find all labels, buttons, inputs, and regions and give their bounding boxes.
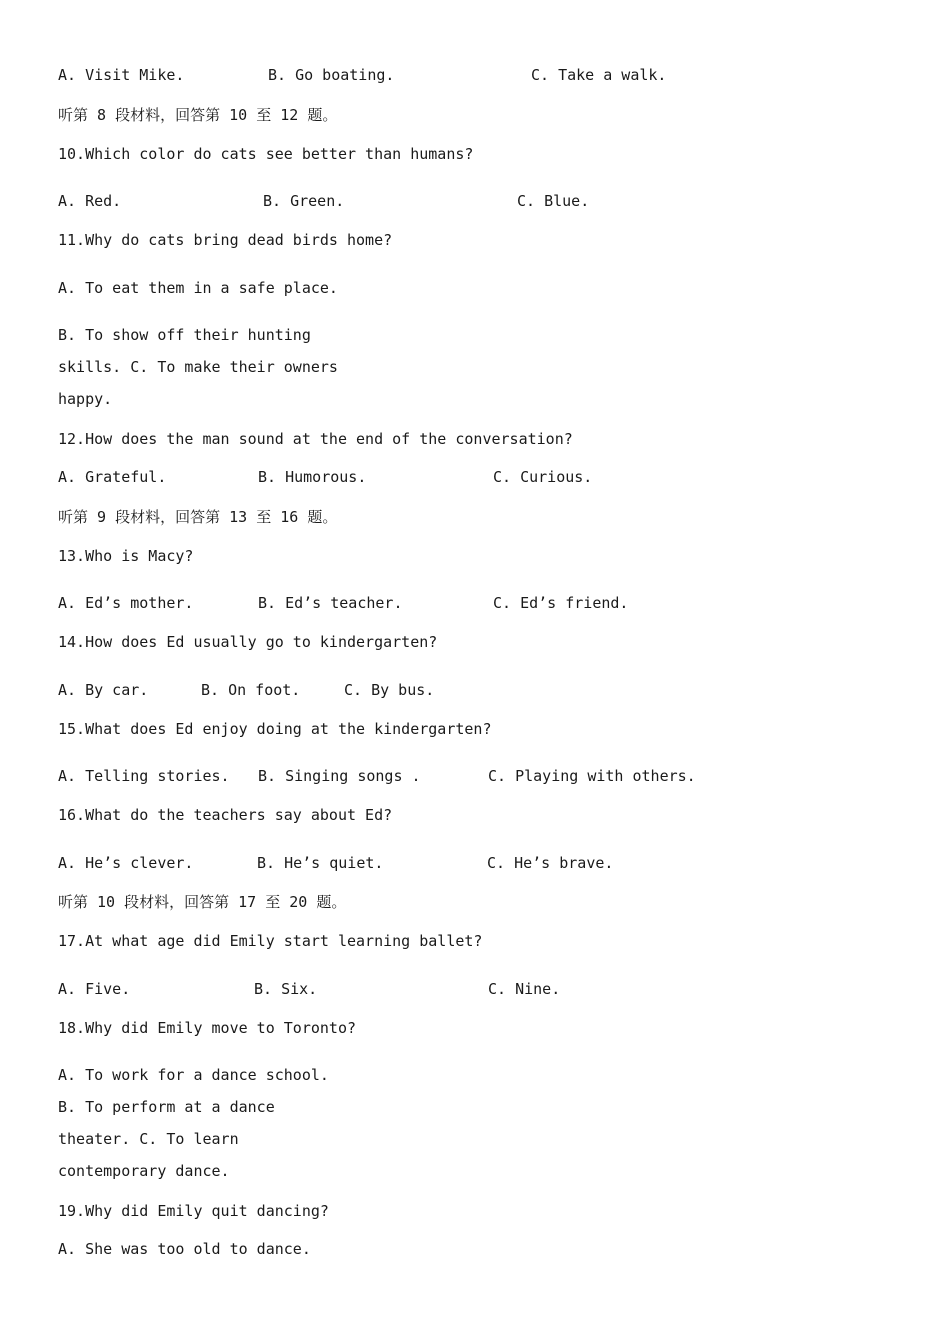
- q16-option-c: C. He’s brave.: [487, 854, 614, 872]
- question-12: 12.How does the man sound at the end of the conversation?: [58, 430, 573, 448]
- q9-option-b: B. Go boating.: [268, 66, 395, 84]
- q17-option-b: B. Six.: [254, 980, 318, 998]
- question-14: 14.How does Ed usually go to kindergarten?: [58, 633, 438, 651]
- section-10-heading: 听第 10 段材料，回答第 17 至 20 题。: [58, 893, 347, 911]
- question-10: 10.Which color do cats see better than humans?: [58, 145, 474, 163]
- q15-option-c: C. Playing with others.: [488, 767, 696, 785]
- q15-option-a: A. Telling stories.: [58, 767, 230, 785]
- q11-option-bc-line2: skills. C. To make their owners: [58, 358, 338, 376]
- q12-option-c: C. Curious.: [493, 468, 593, 486]
- q14-option-b: B. On foot.: [201, 681, 301, 699]
- q18-option-c-line3: contemporary dance.: [58, 1162, 230, 1180]
- q15-option-b: B. Singing songs .: [258, 767, 421, 785]
- q17-option-a: A. Five.: [58, 980, 131, 998]
- q18-option-b-line1: B. To perform at a dance: [58, 1098, 275, 1116]
- section-8-heading: 听第 8 段材料，回答第 10 至 12 题。: [58, 106, 338, 124]
- q18-option-bc-line2: theater. C. To learn: [58, 1130, 239, 1148]
- q12-option-a: A. Grateful.: [58, 468, 167, 486]
- q13-option-b: B. Ed’s teacher.: [258, 594, 403, 612]
- q17-option-c: C. Nine.: [488, 980, 561, 998]
- q10-option-c: C. Blue.: [517, 192, 590, 210]
- question-17: 17.At what age did Emily start learning ballet?: [58, 932, 483, 950]
- q13-option-a: A. Ed’s mother.: [58, 594, 194, 612]
- question-15: 15.What does Ed enjoy doing at the kindergarten?: [58, 720, 492, 738]
- q10-option-a: A. Red.: [58, 192, 122, 210]
- q11-option-b-line1: B. To show off their hunting: [58, 326, 311, 344]
- question-11: 11.Why do cats bring dead birds home?: [58, 231, 393, 249]
- q10-option-b: B. Green.: [263, 192, 345, 210]
- q9-option-a: A. Visit Mike.: [58, 66, 185, 84]
- q13-option-c: C. Ed’s friend.: [493, 594, 629, 612]
- q14-option-c: C. By bus.: [344, 681, 435, 699]
- q16-option-b: B. He’s quiet.: [257, 854, 384, 872]
- q18-option-a: A. To work for a dance school.: [58, 1066, 329, 1084]
- q11-option-a: A. To eat them in a safe place.: [58, 279, 338, 297]
- question-19: 19.Why did Emily quit dancing?: [58, 1202, 329, 1220]
- q19-option-a: A. She was too old to dance.: [58, 1240, 311, 1258]
- question-13: 13.Who is Macy?: [58, 547, 194, 565]
- question-16: 16.What do the teachers say about Ed?: [58, 806, 393, 824]
- q11-option-c-line3: happy.: [58, 390, 113, 408]
- q14-option-a: A. By car.: [58, 681, 149, 699]
- section-9-heading: 听第 9 段材料，回答第 13 至 16 题。: [58, 508, 338, 526]
- q9-option-c: C. Take a walk.: [531, 66, 667, 84]
- q12-option-b: B. Humorous.: [258, 468, 367, 486]
- q16-option-a: A. He’s clever.: [58, 854, 194, 872]
- question-18: 18.Why did Emily move to Toronto?: [58, 1019, 357, 1037]
